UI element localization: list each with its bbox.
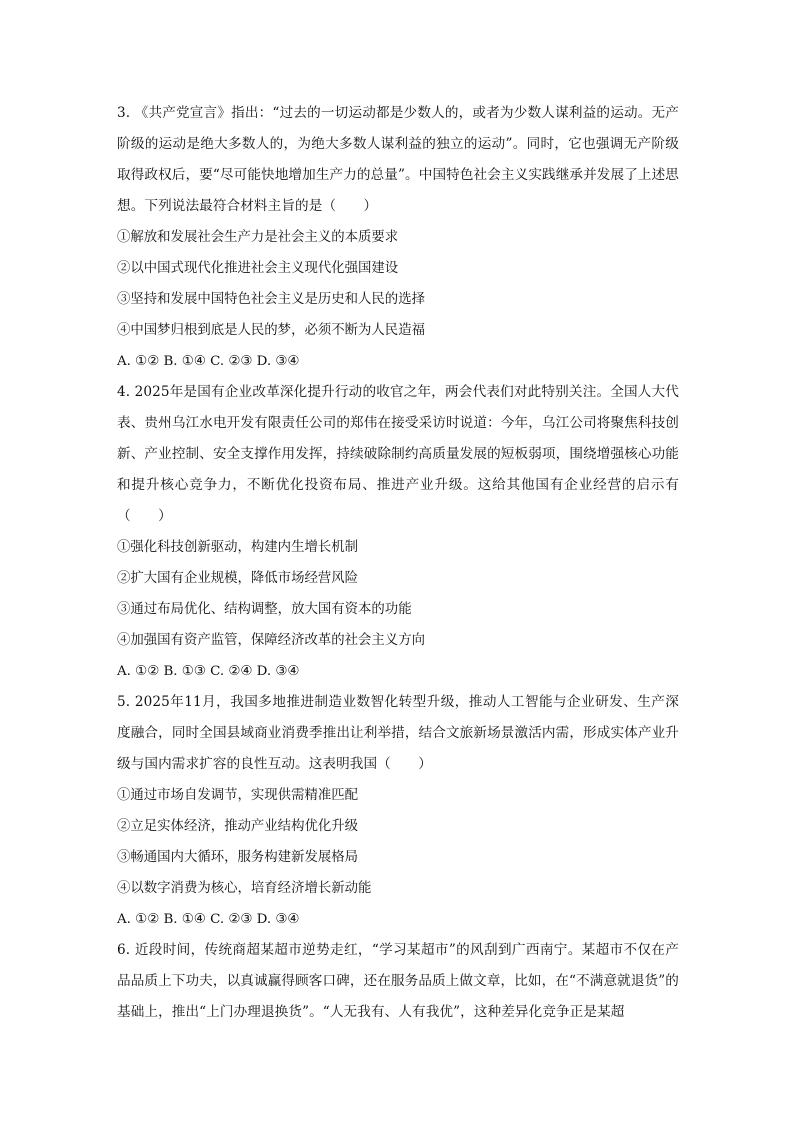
question-5 bbox=[117, 687, 679, 935]
option-2: ②扩大国有企业规模，降低市场经营风险 bbox=[117, 571, 359, 586]
option-1: ①强化科技创新驱动，构建内生增长机制 bbox=[117, 540, 359, 555]
question-6 bbox=[117, 935, 679, 1028]
option-2: ②以中国式现代化推进社会主义现代化强国建设 bbox=[117, 261, 399, 276]
question-3 bbox=[117, 98, 679, 377]
exam-page bbox=[117, 98, 679, 1028]
question-stem: 3. 《共产党宣言》指出：“过去的一切运动都是少数人的，或者为少数人谋利益的运动。无产阶级的运动是绝大多数人的，为绝大多数人谋利益的独立的运动”。同时，它也强调无产阶级取得政权后，要“尽可能快地增加生产力的总量”。中国特色社会主义实践继承并发展了上述思想。下列说法最符合材料主旨的是（ ） bbox=[117, 105, 679, 214]
option-4: ④中国梦归根到底是人民的梦，必须不断为人民造福 bbox=[117, 323, 425, 338]
answer-choices: A. ①② B. ①④ C. ②③ D. ③④ bbox=[117, 354, 300, 369]
option-1: ①解放和发展社会生产力是社会主义的本质要求 bbox=[117, 230, 399, 245]
option-3: ③通过布局优化、结构调整，放大国有资本的功能 bbox=[117, 602, 412, 617]
option-4: ④以数字消费为核心，培育经济增长新动能 bbox=[117, 881, 372, 896]
option-1: ①通过市场自发调节，实现供需精准匹配 bbox=[117, 788, 359, 803]
option-3: ③畅通国内大循环，服务构建新发展格局 bbox=[117, 850, 359, 865]
option-2: ②立足实体经济，推动产业结构优化升级 bbox=[117, 819, 359, 834]
option-3: ③坚持和发展中国特色社会主义是历史和人民的选择 bbox=[117, 292, 425, 307]
answer-choices: A. ①② B. ①③ C. ②④ D. ③④ bbox=[117, 664, 300, 679]
option-4: ④加强国有资产监管，保障经济改革的社会主义方向 bbox=[117, 633, 425, 648]
answer-choices: A. ①② B. ①④ C. ②③ D. ③④ bbox=[117, 912, 300, 927]
question-stem: 4. 2025年是国有企业改革深化提升行动的收官之年，两会代表们对此特别关注。全国人大代表、贵州乌江水电开发有限责任公司的郑伟在接受采访时说道：今年，乌江公司将聚焦科技创新、产业控制、安全支撑作用发挥，持续破除制约高质量发展的短板弱项，围绕增强核心功能和提升核心竞争力，不断优化投资布局、推进产业升级。这给其他国有企业经营的启示有（ ） bbox=[117, 384, 679, 524]
question-stem: 6. 近段时间，传统商超某超市逆势走红，“学习某超市”的风刮到广西南宁。某超市不仅在产品品质上下功夫，以真诚赢得顾客口碑，还在服务品质上做文章，比如，在“不满意就退货”的基础上，推出“上门办理退换货”。“人无我有、人有我优”，这种差异化竞争正是某超 bbox=[117, 942, 679, 1020]
question-4 bbox=[117, 377, 679, 687]
question-stem: 5. 2025年11月，我国多地推进制造业数智化转型升级，推动人工智能与企业研发、生产深度融合，同时全国县域商业消费季推出让利举措，结合文旅新场景激活内需，形成实体产业升级与国内需求扩容的良性互动。这表明我国（ ） bbox=[117, 694, 679, 772]
